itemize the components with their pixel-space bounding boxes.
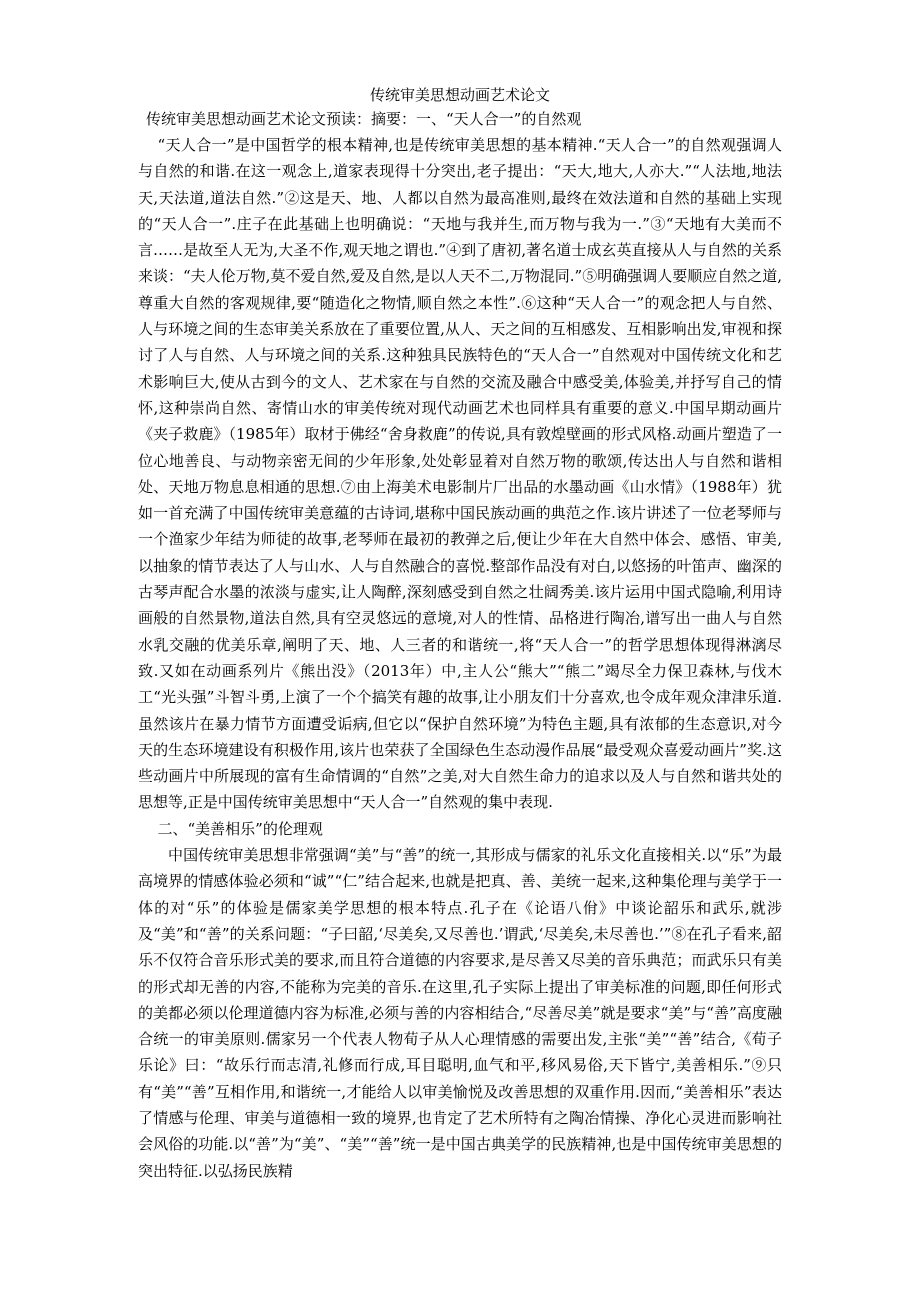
section-heading-ethics: 二、“美善相乐”的伦理观 bbox=[157, 819, 323, 838]
paragraph-ethics-view: 中国传统审美思想非常强调“美”与“善”的统一,其形成与儒家的礼乐文化直接相关.以“乐”为最高境界的情感体验必须和“诚”“仁”结合起来,也就是把真、善、美统一起来,这种集伦理与美学于一体的对“乐”的体验是儒家美学思想的根本特点.孔子在《论语八佾》中谈论韶乐和武乐,就涉及“美”和“善”的关系问题：“子曰韶,‘尽美矣,又尽善也.’谓武,‘尽美矣,未尽善也.’”⑧在孔子看来,韶乐不仅符合音乐形式美的要求,而且符合道德的内容要求,是尽善又尽美的音乐典范；而武乐只有美的形式却无善的内容,不能称为完美的音乐.在这里,孔子实际上提出了审美标准的问题,即任何形式的美都必须以伦理道德内容为标准,必须与善的内容相结合,“尽善尽美”就是要求“美”与“善”高度融合统一的审美原则.儒家另一个代表人物荀子从人心理情感的需要出发,主张“美”“善”结合,《荀子乐论》曰：“故乐行而志清,礼修而行成,耳目聪明,血气和平,移风易俗,天下皆宁,美善相乐.”⑨只有“美”“善”互相作用,和谐统一,才能给人以审美愉悦及改善思想的双重作用.因而,“美善相乐”表达了情感与伦理、审美与道德相一致的境界,也肯定了艺术所特有之陶冶情操、净化心灵进而影响社会风俗的功能.以“善”为“美”、“美”“善”统一是中国古典美学的民族精神,也是中国传统审美思想的突出特征.以弘扬民族精 bbox=[138, 846, 782, 1180]
document-page bbox=[138, 84, 782, 1184]
document-title: 传统审美思想动画艺术论文 bbox=[369, 86, 550, 104]
document-subtitle: 传统审美思想动画艺术论文预读：摘要：一、“天人合一”的自然观 bbox=[146, 110, 582, 128]
paragraph-nature-view: “天人合一”是中国哲学的根本精神,也是传统审美思想的基本精神.“天人合一”的自然观强调人与自然的和谐.在这一观念上,道家表现得十分突出,老子提出：“天大,地大,人亦大.”“人法地,地法天,天法道,道法自然.”②这是天、地、人都以自然为最高准则,最终在效法道和自然的基础上实现的“天人合一”.庄子在此基础上也明确说：“天地与我并生,而万物与我为一.”③“天地有大美而不言……是故至人无为,大圣不作,观天地之谓也.”④到了唐初,著名道士成玄英直接从人与自然的关系来谈：“夫人伦万物,莫不爱自然,爱及自然,是以人天不二,万物混同.”⑤明确强调人要顺应自然之道,尊重大自然的客观规律,要“随造化之物情,顺自然之本性”.⑥这种“天人合一”的观念把人与自然、人与环境之间的生态审美关系放在了重要位置,从人、天之间的互相感发、互相影响出发,审视和探讨了人与自然、人与环境之间的关系.这种独具民族特色的“天人合一”自然观对中国传统文化和艺术影响巨大,使从古到今的文人、艺术家在与自然的交流及融合中感受美,体验美,并抒写自己的情怀,这种崇尚自然、寄情山水的审美传统对现代动画艺术也同样具有重要的意义.中国早期动画片《夹子救鹿》（1985年）取材于佛经“舍身救鹿”的传说,具有敦煌壁画的形式风格.动画片塑造了一位心地善良、与动物亲密无间的少年形象,处处彰显着对自然万物的歌颂,传达出人与自然和谐相处、天地万物息息相通的思想.⑦由上海美术电影制片厂出品的水墨动画《山水情》（1988年）犹如一首充满了中国传统审美意蕴的古诗词,堪称中国民族动画的典范之作.该片讲述了一位老琴师与一个渔家少年结为师徒的故事,老琴师在最初的教弹之后,便让少年在大自然中体会、感悟、审美,以抽象的情节表达了人与山水、人与自然融合的喜悦.整部作品没有对白,以悠扬的叶笛声、幽深的古琴声配合水墨的浓淡与虚实,让人陶醉,深刻感受到自然之壮阔秀美.该片运用中国式隐喻,利用诗画般的自然景物,道法自然,具有空灵悠远的意境,对人的性情、品格进行陶冶,谱写出一曲人与自然水乳交融的优美乐章,阐明了天、地、人三者的和谐统一,将“天人合一”的哲学思想体现得淋漓尽致.又如在动画系列片《熊出没》（2013年）中,主人公“熊大”“熊二”竭尽全力保卫森林,与伐木工“光头强”斗智斗勇,上演了一个个搞笑有趣的故事,让小朋友们十分喜欢,也令成年观众津津乐道.虽然该片在暴力情节方面遭受诟病,但它以“保护自然环境”为特色主题,具有浓郁的生态意识,对今天的生态环境建设有积极作用,该片也荣获了全国绿色生态动漫作品展“最受观众喜爱动画片”奖.这些动画片中所展现的富有生命情调的“自然”之美,对大自然生命力的追求以及人与自然和谐共处的思想等,正是中国传统审美思想中“天人合一”自然观的集中表现. bbox=[138, 136, 782, 812]
